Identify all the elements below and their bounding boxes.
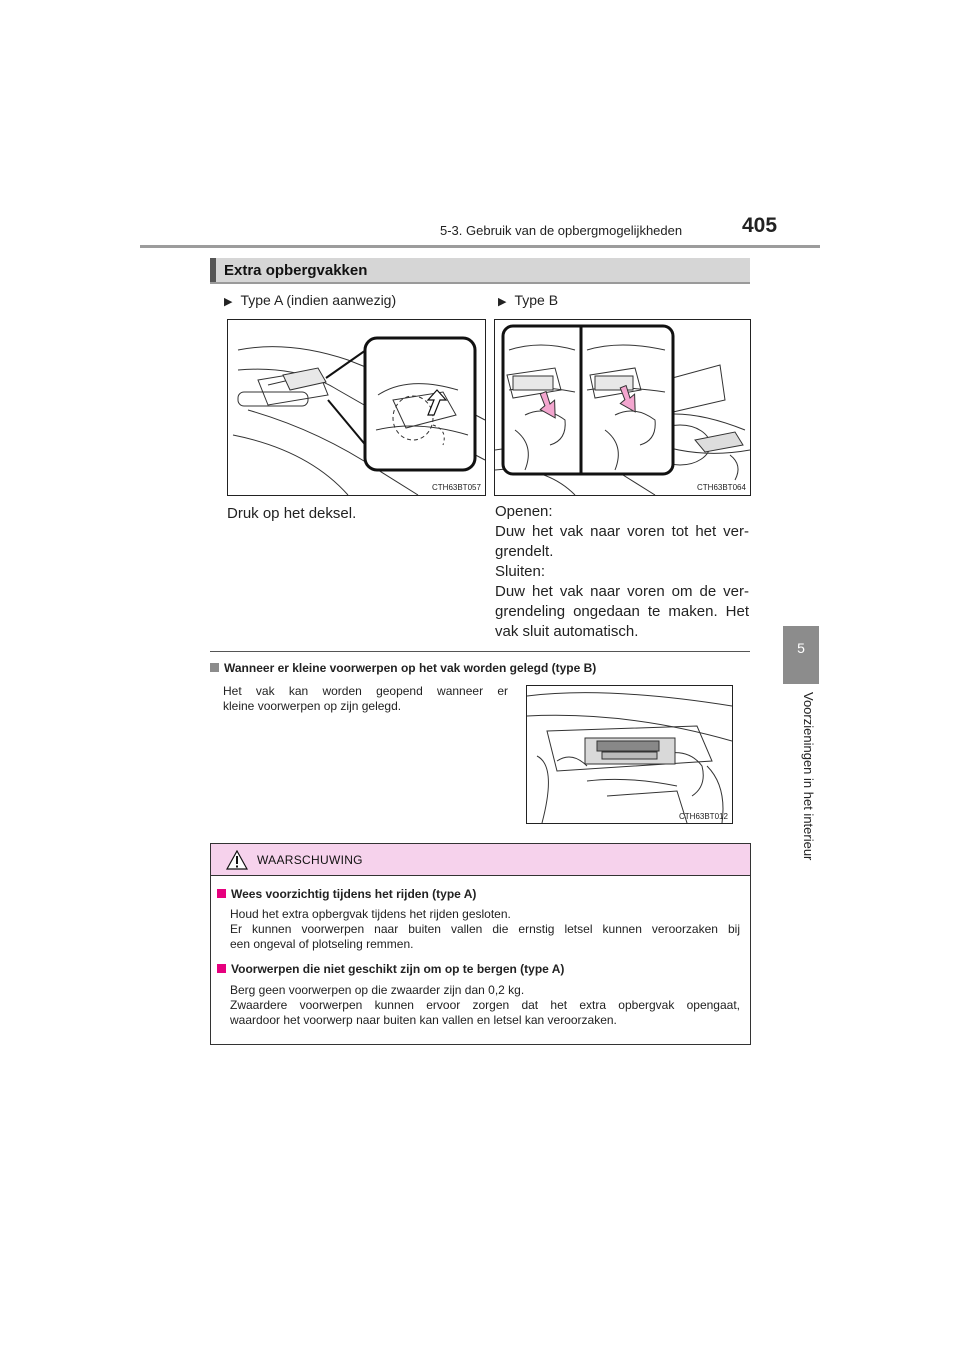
warning-header [211,844,750,876]
gray-square-bullet-icon [210,663,219,672]
warning-title: WAARSCHUWING [257,853,363,867]
warning-item-heading [217,887,476,901]
header-divider [140,245,820,248]
type-b-line: vak sluit automatisch. [495,623,639,640]
type-b-line: Sluiten: [495,563,546,580]
warning-triangle-icon [226,850,248,870]
note-text [223,684,508,714]
warning-item-heading-text: Wees voorzichtig tijdens het rijden (type A) [231,887,477,901]
figure-code: CTH63BT012 [679,812,728,821]
triangle-bullet-icon: ▶ [498,296,507,308]
figure-code: CTH63BT057 [432,483,481,492]
warning-line: waardoor het voorwerp naar buiten kan vallen en letsel kan veroorzaken. [230,1013,617,1027]
type-a-label-text: Type A (indien aanwezig) [240,292,397,308]
warning-item-text [230,983,740,1028]
section-heading-bar [210,258,750,284]
pink-square-bullet-icon [217,964,226,973]
warning-line: een ongeval of plotseling remmen. [230,937,414,951]
section-divider [210,651,750,652]
triangle-bullet-icon: ▶ [224,296,233,308]
section-bar-edge [210,258,216,282]
type-b-line: Openen: [495,503,553,520]
type-b-line: Duw het vak naar voren om de ver- [495,583,749,600]
type-b-line: Duw het vak naar voren tot het ver- [495,523,749,540]
warning-item-heading-text: Voorwerpen die niet geschikt zijn om op te bergen (type A) [231,962,565,976]
header-section-title: 5-3. Gebruik van de opbergmogelijkheden [440,223,683,238]
type-a-label [224,292,396,308]
page-number: 405 [742,214,778,237]
figure-type-b-small-objects [526,685,733,824]
figure-type-a [227,319,486,496]
warning-line: Berg geen voorwerpen op die zwaarder zijn dan 0,2 kg. [230,983,525,997]
note-heading-text: Wanneer er kleine voorwerpen op het vak worden gelegd (type B) [224,661,597,675]
note-line: kleine voorwerpen op zijn gelegd. [223,699,402,713]
section-title: Extra opbergvakken [224,262,368,279]
type-a-caption: Druk op het deksel. [227,505,357,522]
center-console-illustration [495,320,750,495]
warning-item-heading [217,962,564,976]
warning-box [210,843,751,1045]
warning-line: Houd het extra opbergvak tijdens het rijden gesloten. [230,907,511,921]
chapter-label: Voorzieningen in het interieur [801,692,816,861]
figure-type-b [494,319,751,496]
warning-line: Zwaardere voorwerpen kunnen ervoor zorgen dat het extra opbergvak opengaat, [230,998,740,1012]
type-b-instructions [495,502,749,642]
type-b-line: grendelt. [495,543,554,560]
type-b-label-text: Type B [514,292,559,308]
note-heading [210,661,596,675]
pink-square-bullet-icon [217,889,226,898]
warning-item-text [230,907,740,952]
console-tray-illustration [527,686,732,823]
chapter-number: 5 [797,640,805,656]
note-line: Het vak kan worden geopend wanneer er [223,684,508,698]
type-b-label [498,292,558,308]
warning-line: Er kunnen voorwerpen naar buiten vallen die ernstig letsel kunnen veroorzaken bij [230,922,740,936]
overhead-console-illustration [228,320,485,495]
figure-code: CTH63BT064 [697,483,746,492]
type-b-line: grendeling ongedaan te maken. Het [495,603,749,620]
